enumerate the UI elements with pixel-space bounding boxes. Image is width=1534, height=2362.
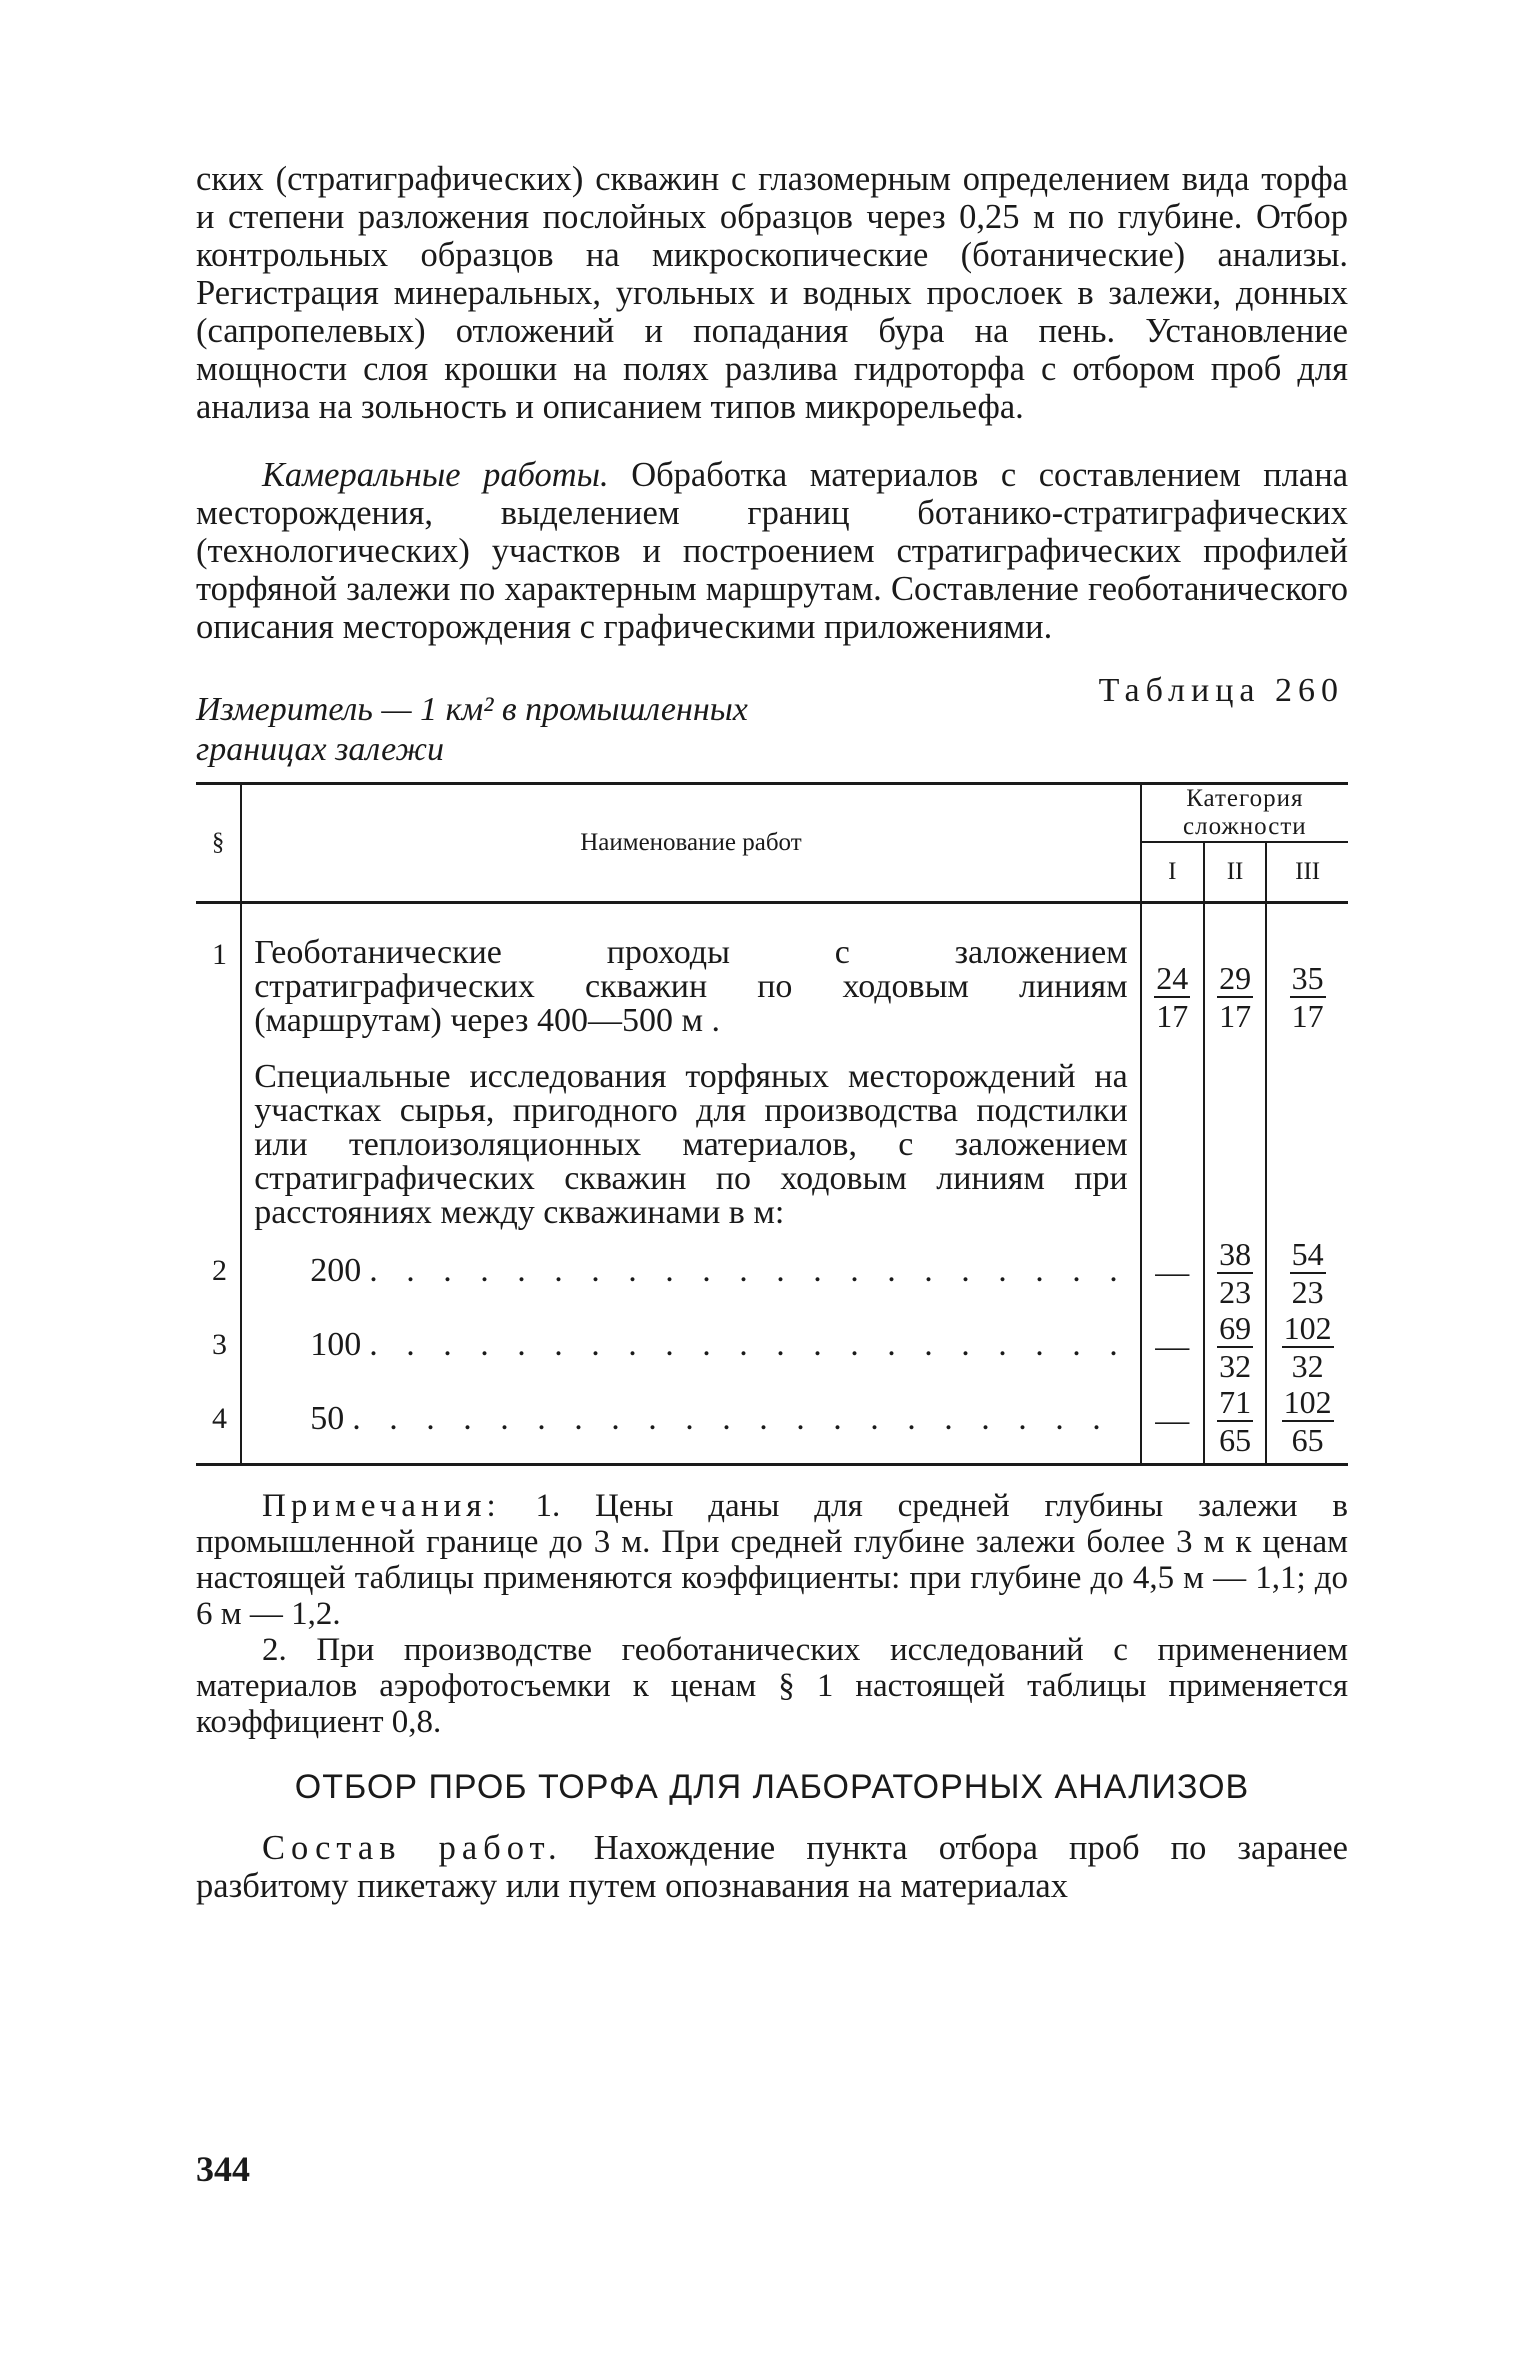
table-row: [196, 1236, 1348, 1310]
notes-lead: Примечания:: [262, 1487, 501, 1524]
note-2: 2. При производстве геоботанических исследований с применением материалов аэрофотосъемки к ценам § 1 настоящей таблицы применяется коэффициент 0,8.: [196, 1631, 1348, 1740]
composition-paragraph: [196, 1829, 1348, 1905]
composition-text: Нахождение пункта отбора проб по заранее разбитому пикетажу или путем опознавания на материалах: [196, 1828, 1348, 1905]
row-label: 50: [310, 1400, 345, 1437]
row-label: 100: [310, 1326, 362, 1363]
row1-cat1: $\frac{24}{17}$: [1141, 903, 1204, 1039]
row-text: Геоботанические проходы с заложением стратиграфических скважин по ходовым линиям (маршрутам) через 400—500 м .: [241, 903, 1141, 1039]
header-cat-1: I: [1141, 842, 1204, 903]
header-cat-2: II: [1204, 842, 1266, 903]
pricing-table: [196, 782, 1348, 1466]
row-cat1: —: [1141, 1310, 1204, 1384]
row-cat2: $\frac{38}{23}$: [1204, 1236, 1266, 1310]
leader-dots: . . . . . . . . . . . . . . . . . . . . .: [369, 1254, 1128, 1288]
row-cat3: $\frac{102}{65}$: [1266, 1384, 1348, 1464]
header-cat-3: III: [1266, 842, 1348, 903]
header-section: §: [196, 784, 241, 903]
note-1-text: 1. Цены даны для средней глубины залежи в промышленной границе до 3 м. При средней глубине залежи более 3 м к ценам настоящей таблицы применяются коэффициенты: при глубине до 4,5 м — 1,1; до 6 м — 1,2.: [196, 1487, 1349, 1632]
leader-dots: . . . . . . . . . . . . . . . . . . . . .: [352, 1402, 1111, 1436]
intro-paragraph: ских (стратиграфических) скважин с глазомерным определением вида торфа и степени разложения послойных образцов через 0,25 м по глубине. Отбор контрольных образцов на микроскопические (ботанические) анализы. Регистрация минеральных, угольных и водных прослоек в залежи, донных (сапропелевых) отложений и попадания бура на пень. Установление мощности слоя крошки на полях разлива гидроторфа с отбором проб для анализа на зольность и описанием типов микрорельефа.: [196, 160, 1348, 426]
row1-cat3: $\frac{35}{17}$: [1266, 903, 1348, 1039]
desk-work-text: Обработка материалов с составлением плана месторождения, выделением границ ботанико-стратиграфических (технологических) участков и построением стратиграфических профилей торфяной залежи по характерным маршрутам. Составление геоботанического описания месторождения с графическими приложениями.: [196, 456, 1349, 646]
notes-block: [196, 1488, 1348, 1740]
page-number: 344: [196, 2149, 250, 2189]
header-category: Категория сложности: [1141, 784, 1348, 843]
row-cat2: $\frac{69}{32}$: [1204, 1310, 1266, 1384]
header-work-name: Наименование работ: [241, 784, 1141, 903]
row-cat1: —: [1141, 1384, 1204, 1464]
table-caption: [196, 672, 1348, 782]
composition-lead: Состав работ.: [262, 1828, 563, 1867]
measure-line-2: границах залежи: [196, 731, 444, 768]
row-cat3: $\frac{102}{32}$: [1266, 1310, 1348, 1384]
row-cat1: —: [1141, 1236, 1204, 1310]
page-body: [196, 160, 1348, 1905]
row-number: 2: [212, 1254, 227, 1287]
row-number: 3: [212, 1328, 227, 1361]
measure-unit: [196, 690, 876, 770]
row1-cat2: $\frac{29}{17}$: [1204, 903, 1266, 1039]
section-heading: ОТБОР ПРОБ ТОРФА ДЛЯ ЛАБОРАТОРНЫХ АНАЛИЗОВ: [294, 1767, 1250, 1806]
desk-work-title: Камеральные работы.: [262, 456, 609, 494]
measure-line-1: Измеритель — 1 км² в промышленных: [196, 691, 748, 728]
table-row: [196, 1310, 1348, 1384]
table-row: [196, 903, 1348, 1039]
row-number: 1: [212, 938, 227, 971]
row-label: 200: [310, 1252, 362, 1289]
row-cat3: $\frac{54}{23}$: [1266, 1236, 1348, 1310]
row-cat2: $\frac{71}{65}$: [1204, 1384, 1266, 1464]
table-row: [196, 1038, 1348, 1236]
row-number: 4: [212, 1402, 227, 1435]
table-number: Таблица 260: [1098, 672, 1344, 709]
desk-work-paragraph: [196, 456, 1348, 646]
special-research-text: Специальные исследования торфяных месторождений на участках сырья, пригодного для производства подстилки или теплоизоляционных материалов, с заложением стратиграфических скважин по ходовым линиям при расстояниях между скважинами в м:: [241, 1038, 1141, 1236]
table-row: [196, 1384, 1348, 1464]
leader-dots: . . . . . . . . . . . . . . . . . . . . .: [369, 1328, 1128, 1362]
note-1: [196, 1488, 1348, 1632]
